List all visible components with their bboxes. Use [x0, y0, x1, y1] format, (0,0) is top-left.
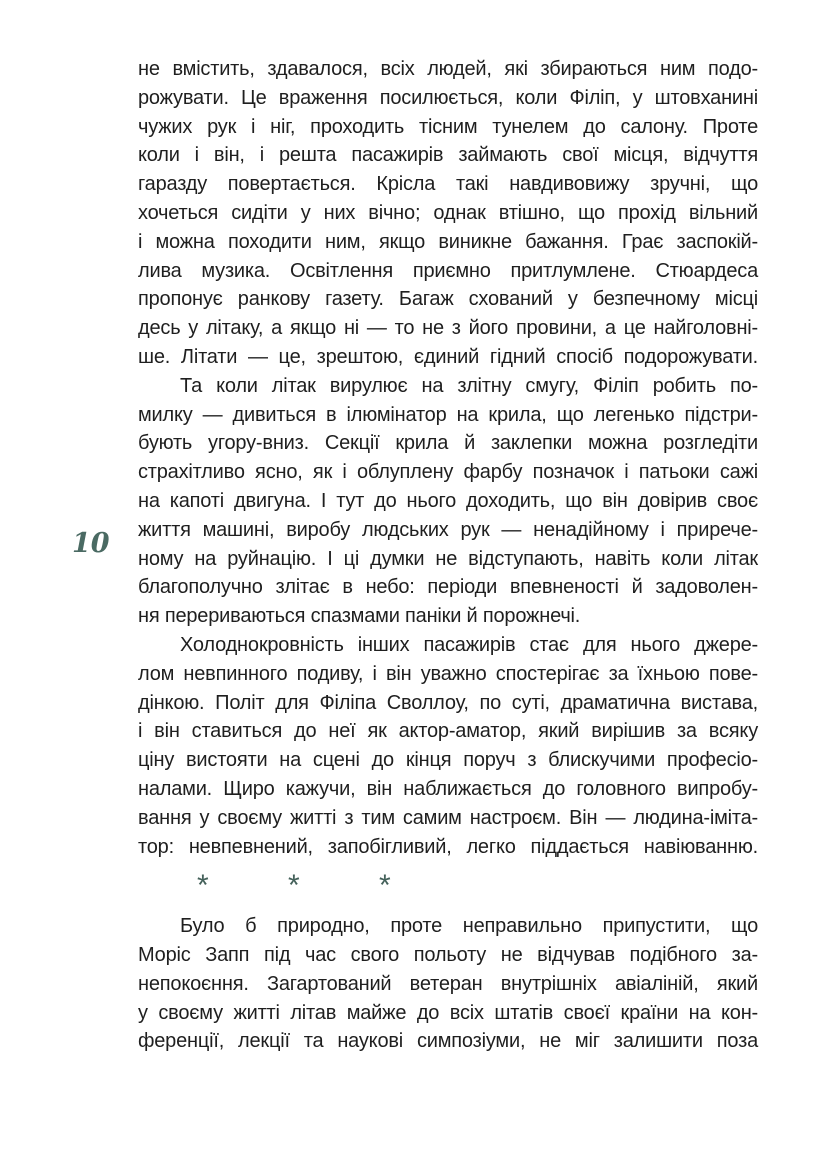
- page-number: 10: [72, 528, 110, 559]
- text-line: і можна походити ним, якщо виникне бажання. Грає заспокій-: [138, 230, 758, 253]
- text-line: тор: невпевнений, запобігливий, легко піддається навіюванню.: [138, 835, 758, 858]
- text-line: ціну вистояти на сцені до кінця поруч з блискучими професіо-: [138, 749, 758, 772]
- text-line: лива музика. Освітлення приємно притлумлене. Стюардеса: [138, 259, 758, 282]
- text-line: Моріс Запп під час свого польоту не відчував подібного за-: [138, 943, 758, 966]
- text-line: чужих рук і ніг, проходить тісним тунелем до салону. Проте: [138, 115, 758, 138]
- asterisk-icon: *: [379, 869, 391, 903]
- text-line: вання у своєму житті з тим самим настроєм. Він — людина-іміта-: [138, 806, 758, 829]
- text-line: ному на руйнацію. І ці думки не відступають, навіть коли літак: [138, 547, 758, 570]
- text-line: на капоті двигуна. І тут до нього доходить, що він довірив своє: [138, 489, 758, 512]
- section-separator: [197, 867, 758, 903]
- text-line: дінкою. Політ для Філіпа Своллоу, по суті, драматична вистава,: [138, 691, 758, 714]
- text-block-top: [138, 55, 758, 861]
- text-line: ня перериваються спазмами паніки й порожнечі.: [138, 605, 581, 628]
- text-line: лом невпинного подиву, і він уважно спостерігає за їхньою пове-: [138, 662, 758, 685]
- text-line: Було б природно, проте неправильно припустити, що: [180, 915, 758, 938]
- text-line: непокоєння. Загартований ветеран внутрішніх авіаліній, який: [138, 972, 758, 995]
- text-line: не вмістить, здавалося, всіх людей, які збираються ним подо-: [138, 58, 758, 80]
- page-text: [138, 55, 758, 1056]
- text-line: налами. Щиро кажучи, він наближається до головного випробу-: [138, 777, 758, 800]
- text-line: бують угору-вниз. Секції крила й заклепки можна розгледіти: [138, 432, 758, 455]
- text-line: гаразду повертається. Крісла такі навдивовижу зручні, що: [138, 173, 758, 196]
- text-line: страхітливо ясно, як і облуплену фарбу позначок і патьоки сажі: [138, 461, 758, 484]
- text-line: хочеться сидіти у них вічно; однак втішно, що прохід вільний: [138, 201, 758, 224]
- text-line: милку — дивиться в ілюмінатор на крила, що легенько підстри-: [138, 403, 758, 426]
- text-line: Та коли літак вирулює на злітну смугу, Філіп робить по-: [180, 374, 758, 397]
- text-line: пропонує ранкову газету. Багаж схований у безпечному місці: [138, 288, 758, 311]
- asterisk-icon: *: [197, 869, 209, 903]
- text-line: ференції, лекції та наукові симпозіуми, не міг залишити поза: [138, 1030, 758, 1053]
- text-line: і він ставиться до неї як актор-аматор, який вирішив за всяку: [138, 720, 758, 743]
- text-line: рожувати. Це враження посилюється, коли Філіп, у штовханині: [138, 86, 758, 109]
- text-line: у своєму житті літав майже до всіх штатів своєї країни на кон-: [138, 1001, 758, 1024]
- text-line: Холоднокровність інших пасажирів стає для нього джере-: [180, 633, 758, 656]
- text-line: коли і він, і решта пасажирів займають свої місця, відчуття: [138, 144, 758, 167]
- text-line: життя машині, виробу людських рук — ненадійному і прирече-: [138, 518, 758, 541]
- text-block-bottom: [138, 912, 758, 1056]
- text-line: десь у літаку, а якщо ні — то не з його провини, а це найголовні-: [138, 317, 758, 340]
- text-line: ше. Літати — це, зрештою, єдиний гідний спосіб подорожувати.: [138, 345, 758, 368]
- asterisk-icon: *: [288, 869, 300, 903]
- text-line: благополучно злітає в небо: періоди впевненості й задоволен-: [138, 576, 758, 599]
